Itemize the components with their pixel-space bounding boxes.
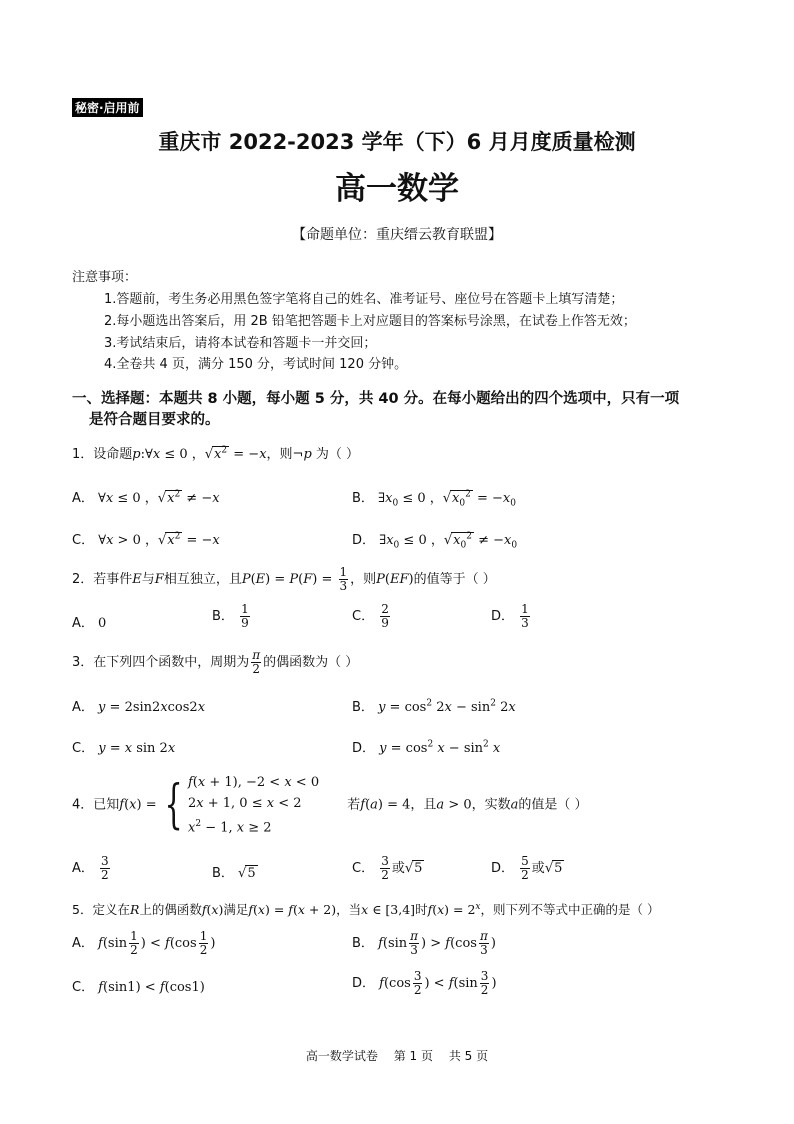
question-4-stem: 4．已知f(x) = { f(x + 1), −2 < x < 0 2x + 1, 0 ≤ x < 2 $x^2 - 1$, x ≥ 2 若f(a) = 4，且a > 0，实数a的值是（ ）	[72, 775, 588, 836]
question-2-option-d[interactable]: D． $\frac{1}{3}$	[491, 602, 529, 630]
question-2-stem: 2．若事件E与F相互独立，且P(E) = P(F) = $\frac{1}{3}$ ，则P(EF)的值等于（ ）	[72, 565, 496, 593]
note-item: 4.全卷共 4 页，满分 150 分，考试时间 120 分钟。	[104, 357, 408, 372]
subject-title: 高一数学	[335, 171, 459, 207]
question-4-option-a[interactable]: A． $\frac{3}{2}$	[72, 854, 109, 882]
question-2-option-c[interactable]: C． $\frac{2}{9}$	[352, 602, 389, 630]
question-1-option-d[interactable]: D． $\exists x_0 \le 0$ ，$√x_0^2 \ne -x_0$	[352, 531, 518, 551]
question-5-option-a[interactable]: A． f(sin $\frac{1}{2}$ ) < f(cos $\frac{1}{2}$ )	[72, 929, 216, 957]
section-heading-line1: 一、选择题：本题共 8 小题，每小题 5 分，共 40 分。在每小题给出的四个选项中，只有一项	[72, 391, 680, 407]
confidential-badge: 秘密·启用前	[72, 98, 143, 117]
issuing-unit: 【命题单位：重庆缙云教育联盟】	[292, 227, 502, 243]
question-3-option-a[interactable]: A． y = 2sin2xcos2x	[72, 700, 206, 715]
question-3-stem: 3．在下列四个函数中，周期为 $\frac{\pi}{2}$ 的偶函数为（ ）	[72, 648, 359, 676]
question-4-option-b[interactable]: B． √5	[212, 866, 256, 881]
question-3-option-d[interactable]: D． $y = \cos^2 x - \sin^2 x$	[352, 739, 501, 756]
note-item: 1.答题前，考生务必用黑色签字笔将自己的姓名、准考证号、座位号在答题卡上填写清楚；	[104, 292, 624, 307]
question-5-option-b[interactable]: B． f(sin $\frac{\pi}{3}$ ) > f(cos $\frac{\pi}{3}$ )	[352, 929, 496, 957]
page-footer	[0, 1047, 794, 1064]
section-heading-line2: 是符合题目要求的。	[89, 412, 220, 428]
footer-subject: 高一数学试卷	[305, 1049, 378, 1063]
question-1-option-a[interactable]: A． ∀x ≤ 0 ，$√x^2 \ne -x$	[72, 489, 220, 506]
exam-title: 重庆市 2022-2023 学年（下）6 月月度质量检测	[158, 130, 636, 154]
notes-heading: 注意事项：	[72, 270, 138, 285]
question-2-option-a[interactable]: A． 0	[72, 616, 107, 631]
question-3-option-c[interactable]: C． y = x sin 2x	[72, 741, 176, 756]
question-1-option-b[interactable]: B． $\exists x_0 \le 0$ ，$√x_0^2 = -x_0$	[352, 489, 516, 509]
question-4-option-d[interactable]: D． $\frac{5}{2}$ 或√5	[491, 854, 563, 882]
question-1-stem: 1．设命题p:∀x ≤ 0 ，$√x^2 = -x$，则¬p 为（ ）	[72, 445, 360, 462]
question-5-stem: 5．定义在R上的偶函数f(x)满足f(x) = f(x + 2)，当x ∈ [3,4]时$f(x) = 2^x$，则下列不等式中正确的是（ ）	[72, 901, 660, 917]
question-3-option-b[interactable]: B． $y = \cos^2 2x - \sin^2 2x$	[352, 698, 516, 715]
footer-page: 第 1 页	[393, 1049, 433, 1063]
question-1-option-c[interactable]: C． ∀x > 0 ，$√x^2 = -x$	[72, 531, 220, 548]
question-2-option-b[interactable]: B． $\frac{1}{9}$	[212, 602, 249, 630]
question-5-option-c[interactable]: C． f(sin1) < f(cos1)	[72, 980, 205, 995]
question-4-option-c[interactable]: C． $\frac{3}{2}$ 或√5	[352, 854, 423, 882]
footer-total: 共 5 页	[448, 1049, 489, 1063]
note-item: 3.考试结束后，请将本试卷和答题卡一并交回；	[104, 336, 377, 351]
note-item: 2.每小题选出答案后，用 2B 铅笔把答题卡上对应题目的答案标号涂黑，在试卷上作答无效；	[104, 314, 636, 329]
question-5-option-d[interactable]: D． f(cos $\frac{3}{2}$ ) < f(sin $\frac{3}{2}$ )	[352, 969, 497, 997]
section-heading	[72, 389, 732, 431]
